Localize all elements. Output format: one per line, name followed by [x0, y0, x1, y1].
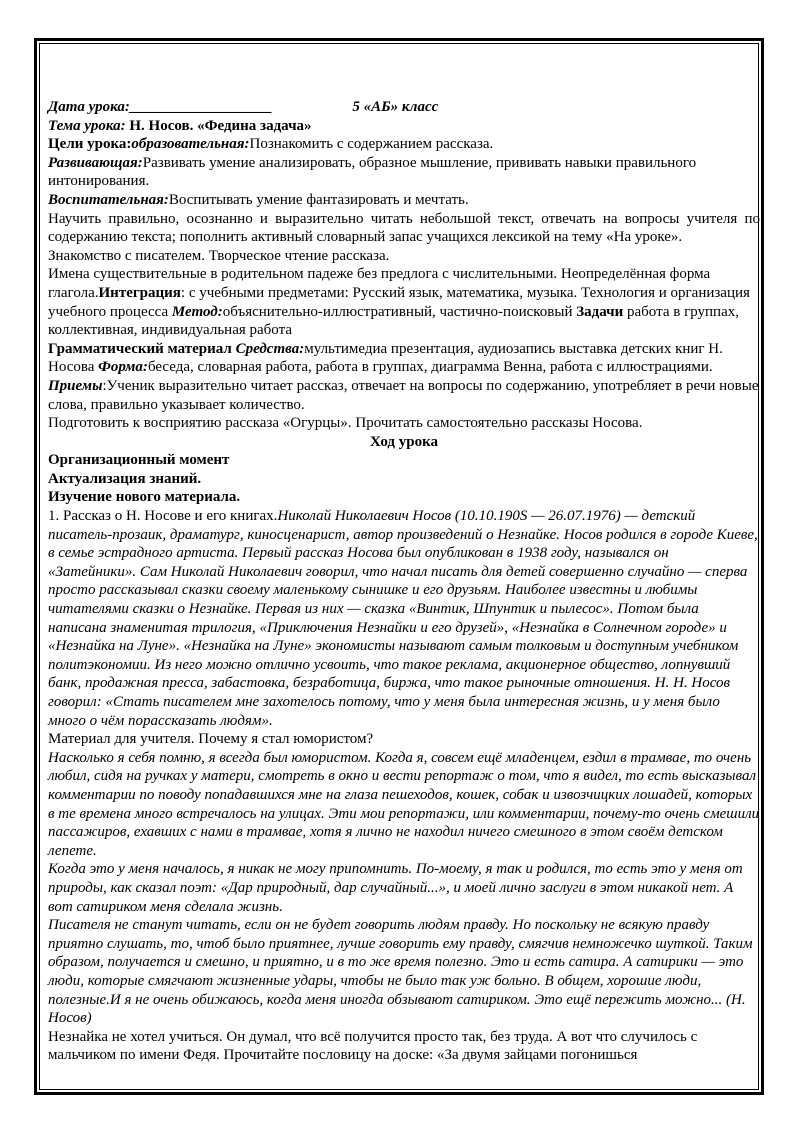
edu-goal-label: образовательная: — [131, 136, 250, 153]
technology-text: Технология и организация учебного процесса — [48, 284, 750, 320]
date-blank: ___________________ — [129, 99, 273, 115]
story-paragraph — [48, 507, 760, 730]
story-intro: 1. Рассказ о Н. Носове и его книгах. — [48, 508, 278, 525]
lesson-heading: Ход урока — [369, 433, 439, 450]
method-label: Метод: — [171, 303, 223, 320]
goals-line — [48, 135, 760, 154]
dev-goal-label: Развивающая: — [48, 154, 143, 171]
techniques-text: :Ученик выразительно читает рассказ, отвечает на вопросы по содержанию, употребляет в речи новые слова, правильно указывает количество. — [48, 377, 759, 413]
topic-label: Тема урока: — [48, 117, 126, 134]
stage-new-material: Изучение нового материала. — [48, 489, 241, 506]
dev-goal-text: Развивать умение анализировать, образное мышление, прививать навыки правильного интонирования. — [48, 154, 697, 190]
means-label: Средства: — [235, 340, 305, 357]
tasks-text: работа в группах, коллективная, индивидуальная работа — [48, 303, 739, 339]
acquaint-line: Знакомство с писателем. Творческое чтение рассказа. — [48, 247, 390, 264]
means-paragraph — [48, 340, 760, 414]
grammar-integration-paragraph — [48, 265, 760, 339]
techniques-label: Приемы — [48, 377, 103, 394]
tasks-paragraph: Научить правильно, осознанно и выразительно читать небольшой текст, отвечать на вопросы учителя по содержанию текста; пополнить активный словарный запас учащихся лексикой на тему «На уроке». — [48, 210, 760, 246]
up-goal-line — [48, 191, 760, 210]
teacher-material-line: Материал для учителя. Почему я стал юмористом? — [48, 731, 374, 748]
edu-goal-text: Познакомить с содержанием рассказа. — [249, 136, 494, 153]
integration-label: Интеграция — [98, 284, 181, 301]
stage-org: Организационный момент — [48, 452, 230, 469]
story-italic: Николай Николаевич Носов (10.10.190S — 26.07.1976) — детский писатель-прозаик, драматург, киносценарист, автор произведений о Незнайке. Носов родился в городе Киеве, в семье эстрадного артиста. Первый рассказ Носова был опубликован в 1938 году, назывался он «Затейники». Сам Николай Николаевич говорил, что начал писать для детей совершенно случайно — сперва просто рассказывал сказки своему маленькому сынишке и его друзьям. Наиболее известны и любимы читателями сказки о Незнайке. Первая из них — сказка «Винтик, Шпунтик и пылесос». Потом была написана знаменитая трилогия, «Приключения Незнайки и его друзей», «Незнайка в Солнечном городе» и «Незнайка на Луне». «Незнайка на Луне» экономисты называют самым толковым и доступным учебником политэкономии. Из него можно отлично усвоить, что такое реклама, акционерное общество, лопнувший банк, продажная пресса, забастовка, безработица, биржа, что такое рыночные отношения. Н. Н. Носов говорил: «Стать писателем мне захотелось потому, что у меня была интересная жизнь, и у меня было много о чём порассказать людям». — [48, 508, 758, 729]
means-text: мультимедиа презентация, аудиозапись выставка детских книг Н. Носова — [48, 340, 723, 376]
method-text: объяснительно-иллюстративный, частично-поисковый — [222, 303, 577, 320]
quote-paragraph: Когда это у меня началось, я никак не могу припомнить. По-моему, я так и родился, то есть это у меня от природы, как сказал поэт: «Дар природный, дар случайный...», и моей лично заслуги в этом никакой нет. А вот сатириком меня сделала жизнь. — [48, 861, 743, 915]
quote-paragraph: Писателя не станут читать, если он не будет говорить людям правду. Но поскольку не всякую правду приятно слушать, то, чтоб было приятнее, лучше говорить ему правду, смягчив немножечко шуткой. Таким образом, получается и смешно, и приятно, и в то же время полезно. Это и есть сатира. А сатирики — это люди, которые смягчают жизненные удары, чтобы не было так уж больно. В общем, хорошие люди, полезные.И я не очень обижаюсь, когда меня иногда обзывают сатириком. Это ещё пережить можно... (Н. Носов) — [48, 917, 753, 1027]
integration-text: : с учебными предметами: Русский язык, математика, музыка. — [180, 284, 578, 301]
up-goal-text: Воспитывать умение фантазировать и мечтать. — [168, 191, 469, 208]
form-label: Форма: — [98, 359, 148, 376]
grammar-label: Грамматический материал — [48, 340, 236, 357]
lesson-plan-document — [48, 98, 760, 1065]
form-text: беседа, словарная работа, работа в группах, диаграмма Венна, работа с иллюстрациями. — [147, 359, 713, 376]
closing-paragraph: Незнайка не хотел учиться. Он думал, что всё получится просто так, без труда. А вот что случилось с мальчиком по имени Федя. Прочитайте пословицу на доске: «За двумя зайцами погонишься — [48, 1028, 698, 1064]
topic-value: Н. Носов. «Федина задача» — [129, 117, 312, 134]
tasks-label: Задачи — [576, 303, 624, 320]
date-label: Дата урока: — [48, 99, 130, 115]
prepare-line: Подготовить к восприятию рассказа «Огурцы». Прочитать самостоятельно рассказы Носова. — [48, 415, 643, 432]
topic-line — [48, 117, 760, 136]
stage-actualization: Актуализация знаний. — [48, 470, 202, 487]
goals-label: Цели урока: — [48, 136, 132, 153]
up-goal-label: Воспитательная: — [48, 191, 169, 208]
header-line — [48, 98, 760, 117]
dev-goal-line — [48, 154, 760, 191]
nouns-text: Имена существительные в родительном падеже без предлога с числительными. Неопределённая форма глагола. — [48, 266, 711, 301]
quote-paragraph: Насколько я себя помню, я всегда был юмористом. Когда я, совсем ещё младенцем, ездил в трамвае, то очень любил, сидя на ручках у матери, смотреть в окно и вести репортаж о том, что я видел, то есть высказывал комментарии по поводу попадавшихся мне на глаза пешеходов, кошек, собак и извозчицких лошадей, которых в те времена много встречалось на улицах. Эти мои репортажи, или комментарии, почему-то очень смешили пассажиров, ехавших с нами в трамвае, хотя я лично не находил ничего смешного в этом своём детском лепете. — [48, 749, 760, 859]
grade-label: 5 «АБ» класс — [352, 99, 439, 115]
